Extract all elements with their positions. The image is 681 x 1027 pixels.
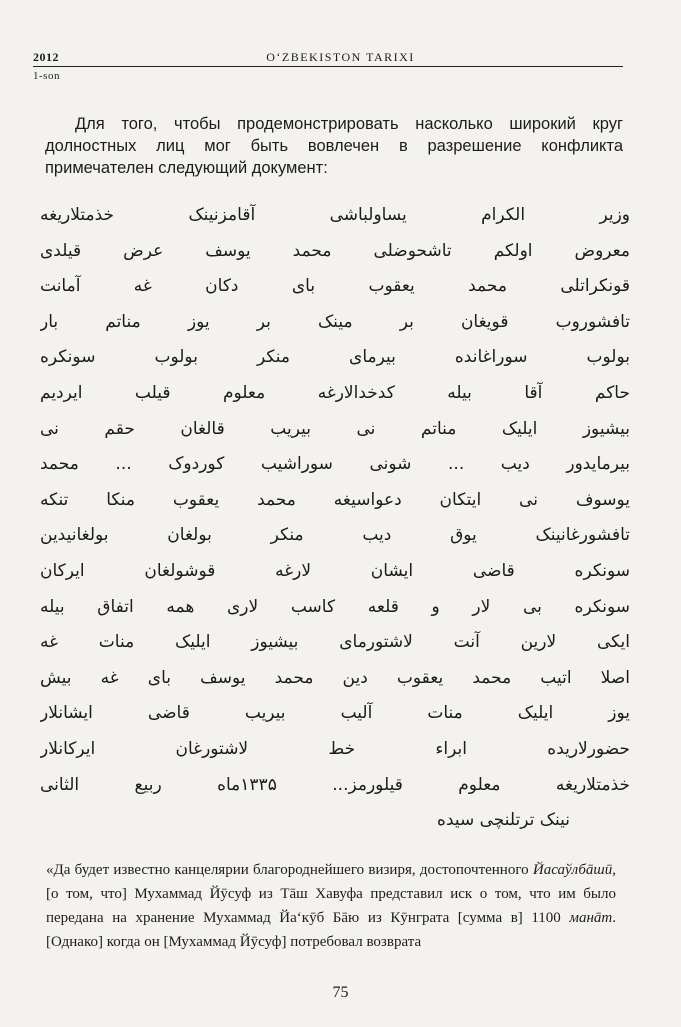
arabic-line: بولوب سوراغانده بیرمای منکر بولوب سونکره [40,347,630,368]
arabic-document [40,198,630,839]
translation-paragraph [46,858,616,954]
header-year: 2012 [33,50,59,64]
arabic-line: تافشوروب قویغان بر مینک بر یوز مناتم بار [40,311,630,332]
translation-term-1: Йасаўлбāшӣ [532,862,613,878]
translation-term-2: манāт [569,910,613,926]
arabic-line: نینک ترتلنچی سیده [437,810,570,831]
arabic-line: حضورلاریده ابراء خط لاشتورغان ایرکانلار [40,738,630,759]
arabic-line: ایکی لارین آنت لاشتورمای بیشیوز ایلیک منات غه [40,632,630,653]
arabic-line: سونکره بی لار و قلعه کاسب لاری همه اتفاق بیله [40,596,630,617]
arabic-line: قونکراتلی محمد یعقوب بای دکان غه آمانت [40,276,630,297]
arabic-line: اصلا اتیب محمد یعقوب دین محمد یوسف بای غه بیش [40,667,630,688]
arabic-line: یوسوف نی ایتکان دعواسیغه محمد یعقوب منکا تنکه [40,489,630,510]
header-journal-title: O‘ZBEKISTON TARIXI [266,50,415,64]
intro-paragraph: Для того, чтобы продемонстрировать насколько широкий круг долностных лиц мог быть вовлечен в разрешение конфликта примечателен следующий документ: [45,115,623,177]
arabic-line: بیشیوز ایلیک مناتم نی بیریب قالغان حقم نی [40,418,630,439]
arabic-line: معروض اولکم تاشحوضلی محمد یوسف عرض قیلدی [40,240,630,261]
page-number: 75 [332,984,349,1001]
arabic-line: بیرمایدور دیب ... شونی سوراشیب کوردوک ... محمد [40,454,630,475]
arabic-line: خذمتلاریغه معلوم قیلورمز... ۱۳۳۵ماه ربیع الثانی [40,774,630,795]
arabic-line: وزیر الکرام یساولباشی آقامزنینک خذمتلاریغه [40,205,630,225]
translation-text-3: . [Однако] когда он [Мухаммад Йӯсуф] потребовал возврата [46,910,616,950]
arabic-line: سونکره قاضی ایشان لارغه قوشولغان ایرکان [40,560,630,581]
header-rule [33,66,623,67]
translation-text-1: «Да будет известно канцелярии благороднейшего визиря, достопочтенного [46,862,533,878]
translation-text-2: , [о том, что] Мухаммад Йӯсуф из Тāш Хавуфа представил иск о том, что им было передана на хранение Мухаммад Йа‘кӯб Бāю из Кӯнграта [сумма в] 1100 [46,862,616,926]
arabic-line: یوز ایلیک منات آلیب بیریب قاضی ایشانلار [40,703,630,724]
arabic-line: تافشورغانینک یوق دیب منکر بولغان بولغانیدین [40,525,630,546]
arabic-line: حاکم آقا بیله کدخدالارغه معلوم قیلب ایردیم [40,382,630,403]
header-issue: 1-son [33,70,60,82]
